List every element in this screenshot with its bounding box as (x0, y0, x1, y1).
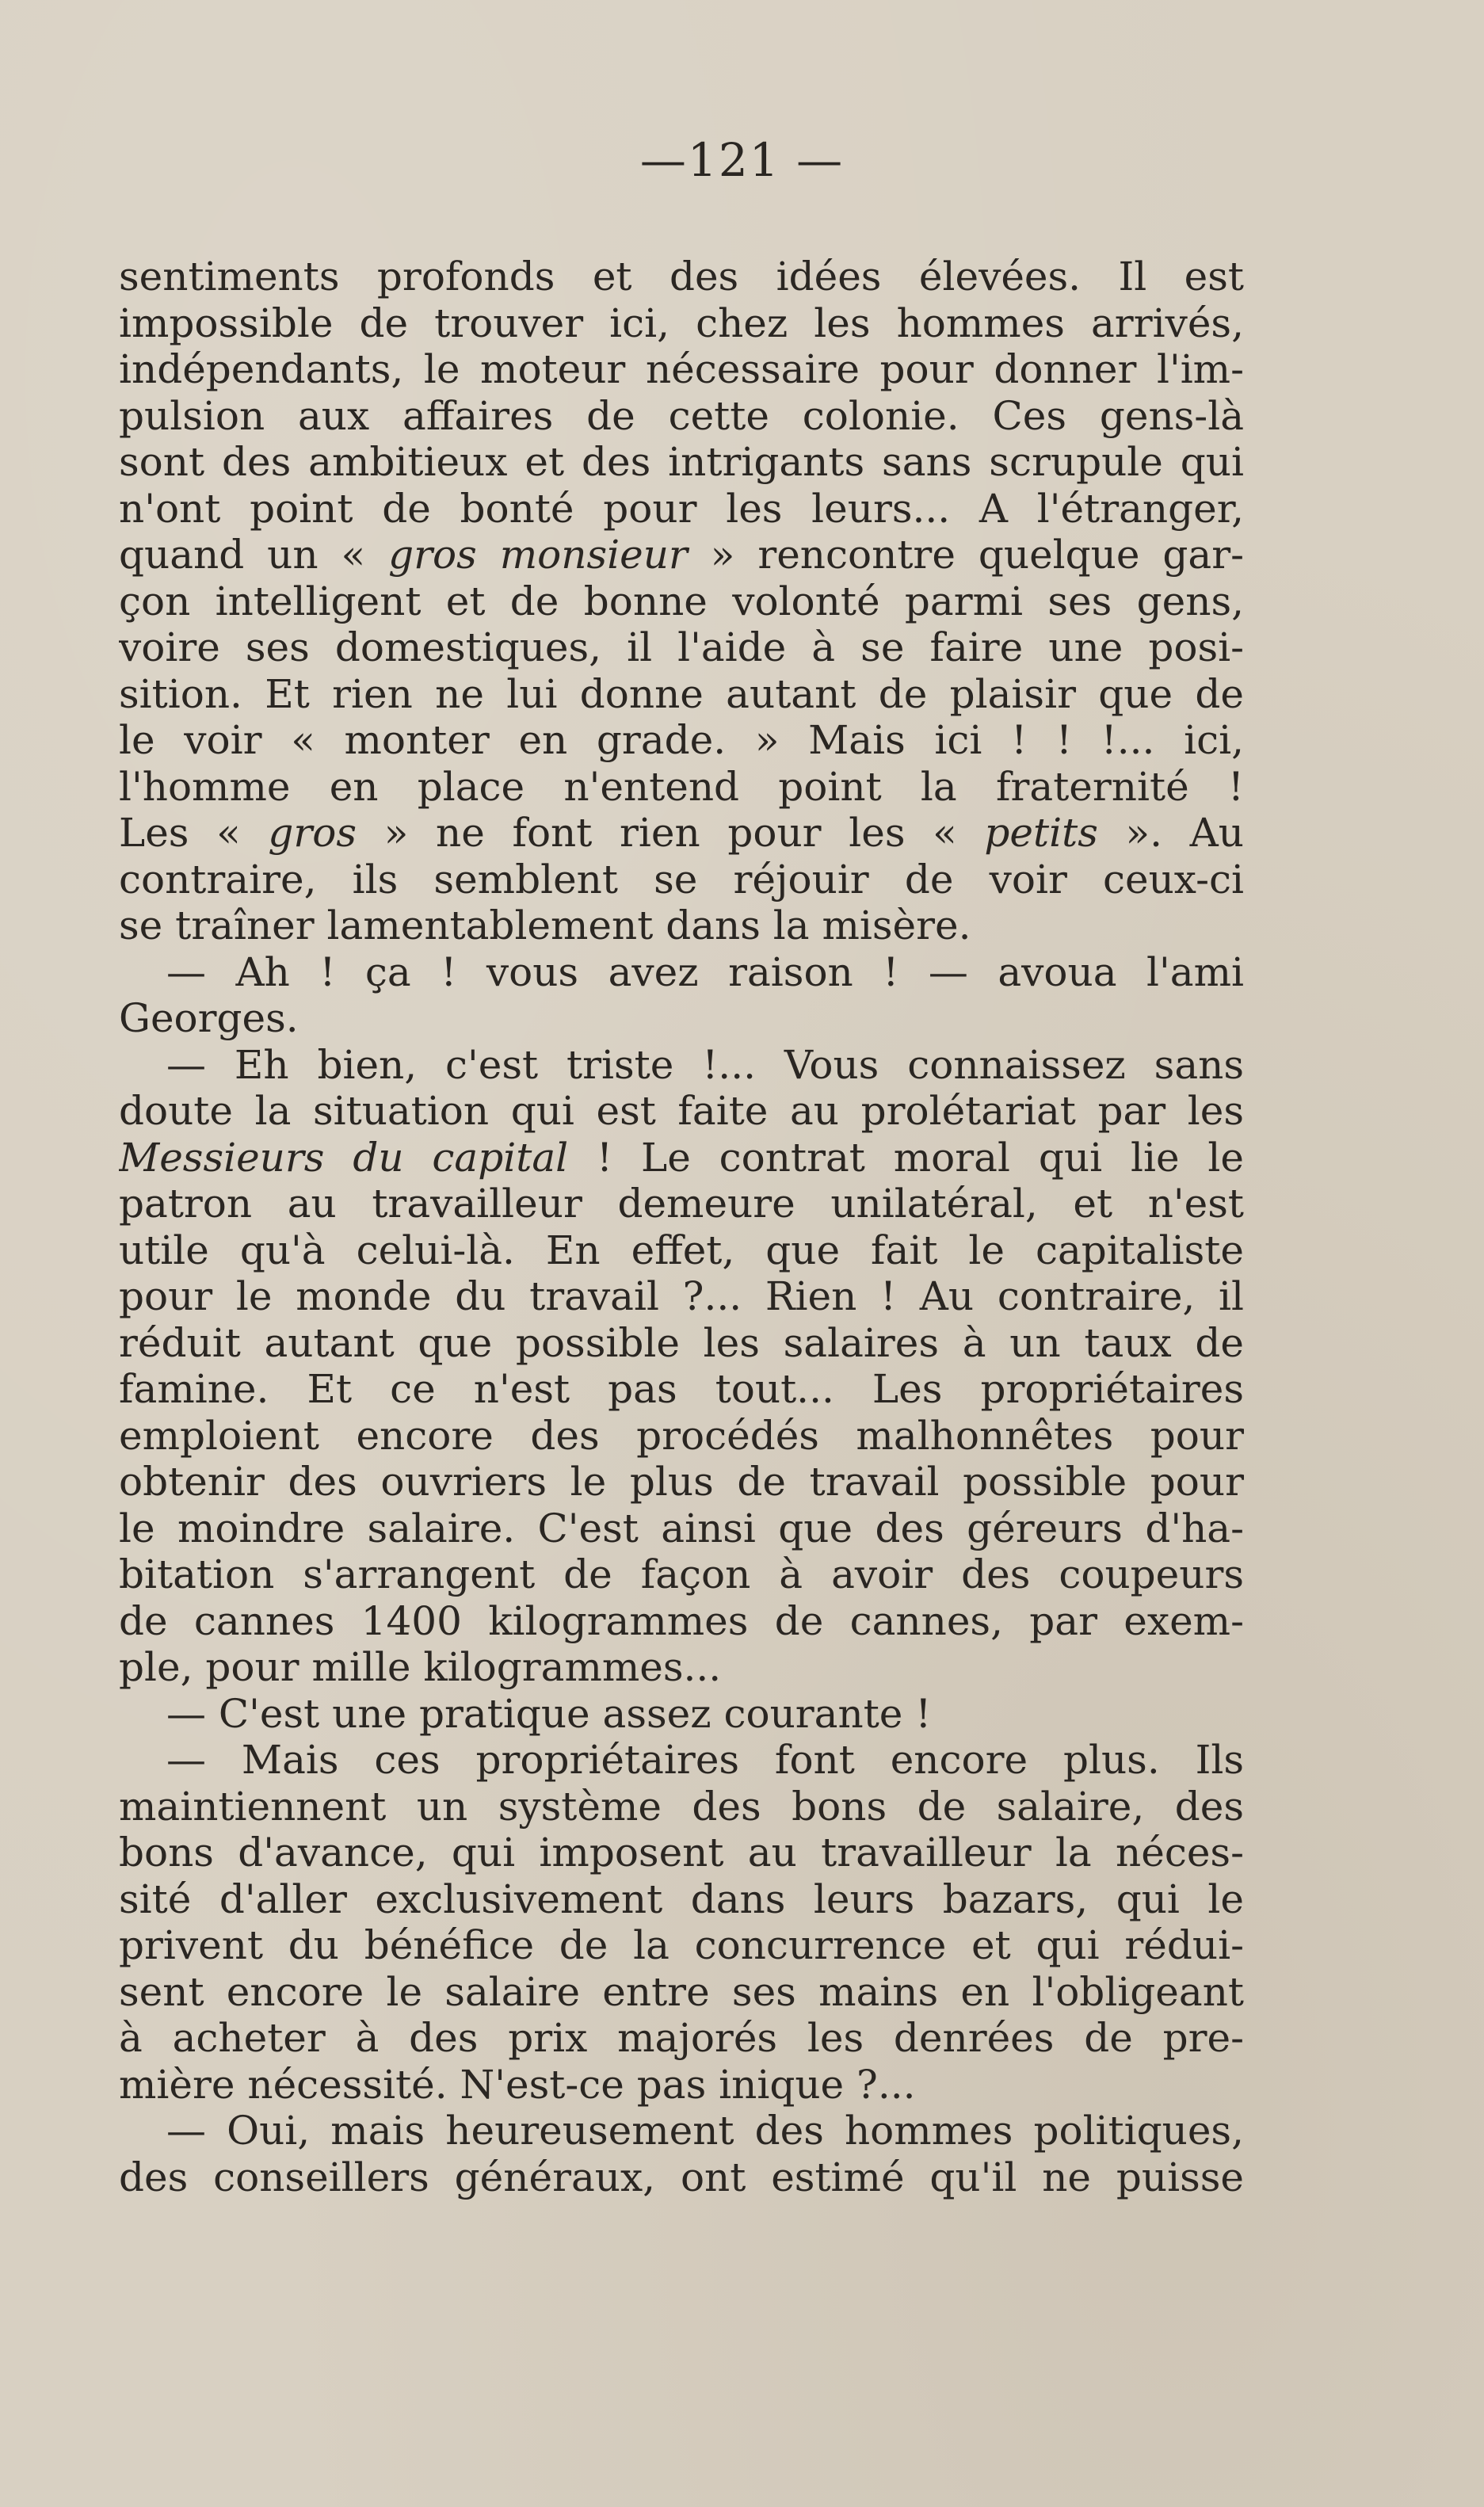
text-line (119, 1088, 1244, 1135)
line-text: famine. Et ce n'est pas tout... Les propriétaires (119, 1366, 1244, 1412)
line-text: ! Le contrat moral qui lie le (568, 1134, 1244, 1181)
text-line (119, 393, 1244, 440)
italic-text: gros monsieur (388, 532, 688, 578)
text-line (119, 1551, 1244, 1598)
line-text: le moindre salaire. C'est ainsi que des géreurs d'ha- (119, 1505, 1244, 1551)
text-line (119, 1505, 1244, 1552)
line-text: — Ah ! ça ! vous avez raison ! — avoua l'ami (166, 948, 1244, 995)
italic-text: gros (268, 810, 357, 856)
line-text: pour le monde du travail ?... Rien ! Au contraire, il (119, 1273, 1244, 1319)
text-line (119, 1181, 1244, 1227)
line-text: de cannes 1400 kilogrammes de cannes, par exem- (119, 1597, 1244, 1644)
text-line (119, 1413, 1244, 1460)
line-text: — Oui, mais heureusement des hommes politiques, (166, 2108, 1244, 2154)
text-line (119, 1135, 1244, 1181)
text-line (119, 1598, 1244, 1645)
line-text: le voir « monter en grade. » Mais ici ! ! !... ici, (119, 717, 1244, 763)
line-text: Georges. (119, 995, 299, 1041)
text-line (119, 857, 1244, 903)
text-line (119, 300, 1244, 347)
line-text: maintiennent un système des bons de salaire, des (119, 1783, 1244, 1830)
page-number: —121 — (639, 133, 845, 187)
line-text: ». Au (1097, 810, 1244, 856)
line-text: quand un « (119, 532, 389, 578)
text-line (119, 532, 1244, 578)
line-text: se traîner lamentablement dans la misère. (119, 902, 971, 948)
line-text: pulsion aux affaires de cette colonie. Ces gens-là (119, 392, 1244, 439)
text-line (119, 624, 1244, 671)
line-text: sité d'aller exclusivement dans leurs bazars, qui le (119, 1875, 1244, 1922)
text-line (119, 346, 1244, 393)
line-text: sont des ambitieux et des intrigants sans scrupule qui (119, 439, 1244, 485)
text-line (119, 486, 1244, 532)
line-text: indépendants, le moteur nécessaire pour donner l'im- (119, 346, 1244, 392)
line-text: privent du bénéfice de la concurrence et qui rédui- (119, 1922, 1244, 1968)
text-line (119, 1784, 1244, 1830)
text-line (119, 1320, 1244, 1367)
line-text: utile qu'à celui-là. En effet, que fait le capitaliste (119, 1227, 1244, 1273)
text-line (119, 439, 1244, 486)
text-line (119, 1691, 1244, 1738)
line-text: bons d'avance, qui imposent au travailleur la néces- (119, 1830, 1244, 1875)
text-line (119, 1273, 1244, 1320)
text-line (119, 2062, 1244, 2108)
text-line (119, 1227, 1244, 1274)
line-text: sent encore le salaire entre ses mains en l'obligeant (119, 1968, 1244, 2015)
line-text: n'ont point de bonté pour les leurs... A l'étranger, (119, 485, 1244, 532)
text-line (119, 1366, 1244, 1413)
line-text: impossible de trouver ici, chez les hommes arrivés, (119, 300, 1244, 346)
text-line (119, 1969, 1244, 2016)
text-line (119, 1042, 1244, 1089)
text-line (119, 1459, 1244, 1505)
text-line (119, 764, 1244, 811)
text-line (119, 902, 1244, 949)
text-line (119, 2154, 1244, 2201)
text-line (119, 1922, 1244, 1969)
text-line (119, 578, 1244, 625)
text-line (119, 717, 1244, 764)
line-text: patron au travailleur demeure unilatéral, et n'est (119, 1181, 1244, 1227)
line-text: çon intelligent et de bonne volonté parmi ses gens, (119, 578, 1244, 624)
body-text (119, 254, 1244, 2200)
text-line (119, 995, 1244, 1042)
text-line (119, 1644, 1244, 1691)
line-text: contraire, ils semblent se réjouir de voir ceux-ci (119, 856, 1244, 902)
text-line (119, 810, 1244, 857)
italic-text: petits (984, 810, 1098, 856)
line-text: » rencontre quelque gar- (687, 532, 1244, 578)
text-line (119, 254, 1244, 300)
text-line (119, 2108, 1244, 2154)
line-text: des conseillers généraux, ont estimé qu'il ne puisse (119, 2154, 1244, 2200)
line-text: — C'est une pratique assez courante ! (166, 1690, 932, 1737)
text-line (119, 949, 1244, 996)
italic-text: Messieurs du capital (119, 1134, 569, 1181)
line-text: à acheter à des prix majorés les denrées de pre- (119, 2015, 1244, 2061)
line-text: réduit autant que possible les salaires à un taux de (119, 1319, 1244, 1366)
line-text: obtenir des ouvriers le plus de travail possible pour (119, 1459, 1244, 1505)
line-text: doute la situation qui est faite au prolétariat par les (119, 1088, 1244, 1134)
text-line (119, 1830, 1244, 1876)
line-text: voire ses domestiques, il l'aide à se faire une posi- (119, 624, 1244, 670)
line-text: bitation s'arrangent de façon à avoir des coupeurs (119, 1551, 1244, 1597)
text-line (119, 1737, 1244, 1784)
line-text: sition. Et rien ne lui donne autant de plaisir que de (119, 670, 1244, 717)
line-text: — Mais ces propriétaires font encore plus. Ils (166, 1737, 1244, 1783)
text-line (119, 2015, 1244, 2062)
line-text: mière nécessité. N'est-ce pas inique ?... (119, 2061, 916, 2108)
line-text: emploient encore des procédés malhonnêtes pour (119, 1412, 1244, 1459)
line-text: l'homme en place n'entend point la fraternité ! (119, 763, 1244, 810)
line-text: — Eh bien, c'est triste !... Vous connaissez sans (166, 1041, 1244, 1088)
line-text: ple, pour mille kilogrammes... (119, 1644, 722, 1690)
line-text: sentiments profonds et des idées élevées. Il est (119, 254, 1244, 300)
line-text: » ne font rien pour les « (357, 810, 985, 856)
text-line (119, 1876, 1244, 1923)
line-text: Les « (119, 810, 269, 856)
text-line (119, 671, 1244, 718)
